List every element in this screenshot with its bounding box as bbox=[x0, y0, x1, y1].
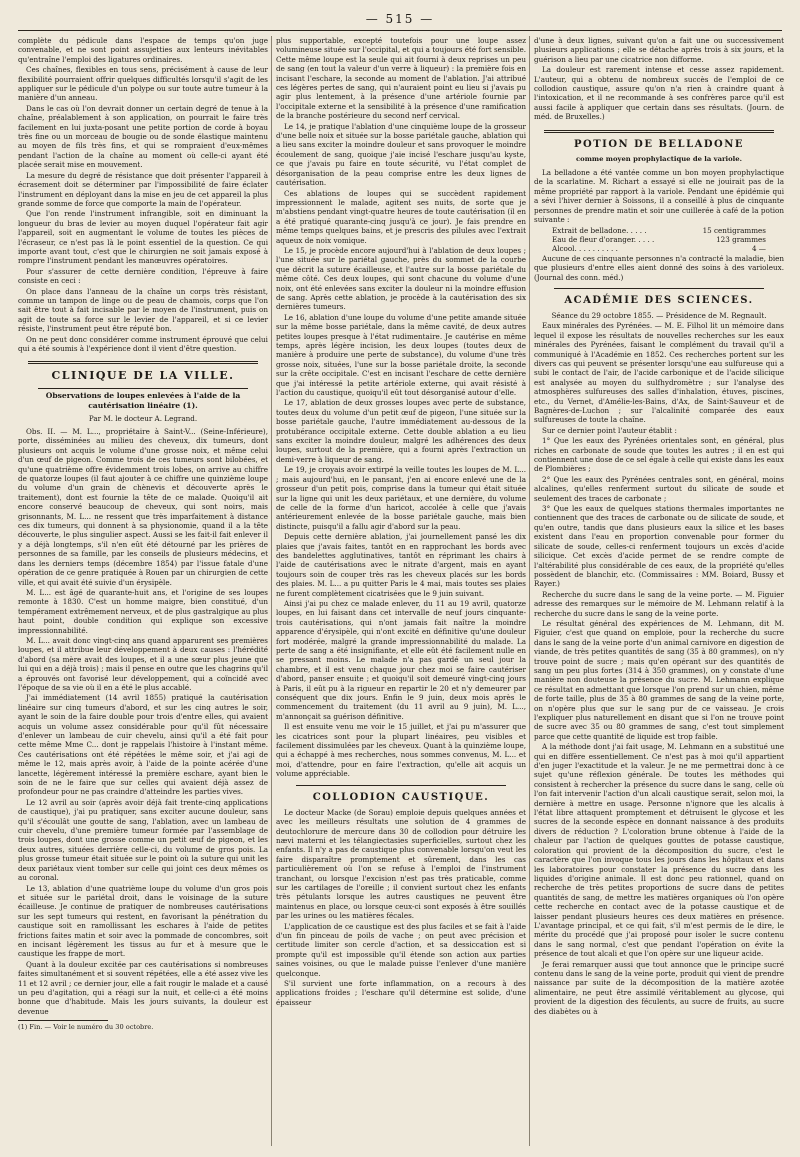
section-subtitle-potion: comme moyen prophylactique de la variole. bbox=[576, 154, 742, 163]
title-rule bbox=[38, 388, 248, 389]
ingredient-name: Eau de fleur d'oranger. . . . . bbox=[552, 234, 655, 244]
paragraph: 1° Que les eaux des Pyrénées orientales sont, en général, plus riches en carbonate de soude que toutes les autres ; il en est qui contiennent une dose de ce sel égale à celle qui existe dans les eaux de Plombières ; bbox=[534, 436, 784, 474]
section-separator bbox=[554, 288, 764, 289]
paragraph: Ainsi j'ai pu chez ce malade enlever, du 11 au 19 avril, quatorze loupes, en lui faisant dans cet intervalle de neuf jours cinquante-trois cautérisations, qui n'ont jamais fait naître la moindre apparence d'érysipèle, qui n'ont excité en définitive qu'une douleur fort modérée, malgré la grande impressionnabilité du malade. La perte de sang a été insignifiante, et elle eût été facilement nulle en se pressant moins. Le malade n'a pas gardé un seul jour la chambre, et il est venu chaque jour chez moi se faire cautériser d'abord, panser ensuite ; et quoiqu'il soit demeuré vingt-cinq jours à Paris, il eût pu à la rigueur en repartir le 20 et n'y demeurer par conséquent que dix jours. Enfin le 9 juin, deux mois après le commencement du traitement (du 11 avril au 9 juin), M. L..., m'annonçait sa guérison définitive. bbox=[276, 598, 526, 721]
paragraph: M. L... est âgé de quarante-huit ans, et l'origine de ses loupes remonte à 1830. C'est un homme maigre, bien constitué, d'un tempérament extrêmement nerveux, et de plus gastralgique au plus haut point, double condition qui explique son excessive impressionnabilité. bbox=[18, 587, 268, 635]
paragraph: Le 17, ablation de deux grosses loupes avec perte de substance, toutes deux du volume d'un petit œuf de pigeon, l'une située sur la bosse pariétale gauche, l'autre immédiatement au-dessous de la protubérance occipitale externe. Cette double ablation a eu lieu sans exciter la moindre douleur, malgré les adhérences des deux loupes, surtout de la première, qui a fourni après l'extraction un demi-verre à liqueur de sang. bbox=[276, 398, 526, 464]
ingredient-quantity: 123 grammes bbox=[716, 234, 766, 244]
paragraph: Il est ensuite venu me voir le 15 juillet, et j'ai pu m'assurer que les cicatrices sont pour la plupart linéaires, peu visibles et facilement dissimulées par les cheveux. Quant à la quinzième loupe, qui a échappé à mes recherches, nous sommes convenus, M. L... et moi, d'attendre, pour en faire l'extraction, qu'elle ait acquis un volume appréciable. bbox=[276, 722, 526, 779]
paragraph: Obs. II. — M. L..., propriétaire à Saint-V... (Seine-Inférieure), porte, disséminées au milieu des cheveux, dix tumeurs, dont plusieurs ont acquis le volume d'une grosse noix, et même celui d'un œuf de pigeon. Comme trois de ces tumeurs sont bilobées, et qu'une quatrième offre évidemment trois lobes, on arrive au chiffre de quatorze loupes (il faut ajouter à ce chiffre une quinzième loupe du volume d'un grain de chènevis et découverte après le traitement), dont est fournie la tête de ce malade. Quoiqu'il ait encore conservé beaucoup de cheveux, qui sont noirs, mais grisonnants, M. L... ne ressent que très imparfaitement à distance ces dix tumeurs, qui donnent à sa physionomie, quand il a la tête découverte, le plus singulier aspect. Aussi se les fait-il fait enlever il y a déjà longtemps, s'il n'en eût été détourné par les prières de personnes de sa famille, par les conseils de plusieurs médecins, et dans les derniers temps (décembre 1854) par l'issue fatale d'une opération de ce genre pratiquée à Rouen par un chirurgien de cette ville, et qui avait été suivie d'un érysipèle. bbox=[18, 427, 268, 587]
paragraph: On place dans l'anneau de la chaîne un corps très résistant, comme un tampon de linge ou de peau de chamois, corps que l'on sait être tout à fait incisable par le moyen de l'instrument, puis on agit de toute sa force sur le levier de l'appareil, et si ce levier résiste, l'instrument peut être réputé bon. bbox=[18, 286, 268, 334]
paragraph: Je ferai remarquer aussi que tout annonce que le principe sucré contenu dans le sang de la veine porte, produit qui vient de prendre naissance par suite de la décomposition de la matière azotée alimentaire, ne peut être assimilé véritablement au glycose, qui provient de la digestion des féculents, au sucre de fruits, au sucre des diabètes ou à bbox=[534, 959, 784, 1016]
section-separator bbox=[544, 130, 774, 133]
paragraph: Le résultat général des expériences de M. Lehmann, dit M. Figuier, c'est que quand on emploie, pour la recherche du sucre dans le sang de la veine porte d'un animal carnivore en digestion de viande, de très petites quantités de sang (35 à 80 grammes), on n'y trouve point de sucre ; mais qu'en opérant sur des quantités de sang un peu plus fortes (314 à 350 grammes), on y constate d'une manière non douteuse la présence du sucre. M. Lehmann explique ce résultat en admettant que lorsque l'on prend sur un chien, même de forte taille, plus de 35 à 80 grammes de sang de la veine porte, on n'opère plus que sur le sang pur de ce vaisseau. Je crois l'expliquer plus naturellement en disant que si l'on ne trouve point de sucre avec 35 ou 80 grammes de sang, c'est tout simplement parce que cette quantité de liquide est trop faible. bbox=[534, 618, 784, 741]
article-continuation bbox=[18, 36, 268, 353]
paragraph: Le 13, ablation d'une quatrième loupe du volume d'un gros pois et située sur le pariétal droit, dans le voisinage de la suture écailleuse. Je continue de pratiquer de nombreuses cautérisations sur les sept tumeurs qui restent, en favorisant la pénétration du caustique soit en ramollissant les eschares à l'aide de petites frictions faites matin et soir avec la pommade de concombres, soit en incisant légèrement les tissus au fur et à mesure que le caustique les frappe de mort. bbox=[18, 883, 268, 959]
column-2 bbox=[276, 36, 526, 1146]
paragraph: Le 19, je croyais avoir extirpé la veille toutes les loupes de M. L... ; mais aujourd'hui, en le pansant, j'en ai encore enlevé une de la grosseur d'un petit pois, comprise dans la tumeur qui était située sur la ligne qui unit les deux pariétaux, et une dernière, du volume de celle de la forme d'un haricot, accolée à celle que j'avais antérieurement enlevée de la bosse pariétale gauche, mais bien distincte, puisqu'il a fallu agir d'abord sur la peau. bbox=[276, 465, 526, 531]
column-1 bbox=[18, 36, 268, 1146]
article-byline: Par M. le docteur A. Legrand. bbox=[88, 413, 198, 423]
paragraph: Le 14, je pratique l'ablation d'une cinquième loupe de la grosseur d'une belle noix et située sur la bosse pariétale gauche, ablation qui a lieu sans exciter la moindre douleur et sans provoquer le moindre écoulement de sang, quoique j'aie incisé l'eschare jusqu'au kyste, ce que j'avais pu faire en toute sécurité, vu l'état complet de désorganisation de la peau comprise entre les deux lignes de cautérisation. bbox=[276, 121, 526, 188]
paragraph: Quant à la douleur excitée par ces cautérisations si nombreuses faites simultanément et si souvent répétées, elle a été assez vive les 11 et 12 avril ; ce dernier jour, elle a fait rougir le malade et a causé un peu d'agitation, qui a réagi sur la nuit, et celle-ci a été moins bonne que d'habitude. Mais les jours suivants, la douleur est devenue bbox=[18, 959, 268, 1016]
paragraph: L'application de ce caustique est des plus faciles et se fait à l'aide d'un fin pinceau de poils de vache ; on peut avec précision et certitude limiter son cercle d'action, et sa dessiccation est si prompte qu'il est impossible qu'il étende son action aux parties saines voisines, ou que le malade puisse l'enlever d'une manière quelconque. bbox=[276, 921, 526, 978]
paragraph: J'ai immédiatement (14 avril 1855) pratiqué la cautérisation linéaire sur cinq tumeurs d'abord, et sur les cinq autres le soir, ayant le soin de la faire double pour trois d'entre elles, qui avaient acquis un volume assez considérable pour qu'il fût nécessaire d'enlever un lambeau de cuir chevelu, ainsi qu'il a été fait pour cette même Mme C... dont je rappelais l'histoire à l'instant même. Ces cautérisations ont été répétées le même soir, et j'ai agi de même le 12, mais après avoir, à l'aide de la pointe acérée d'une lancette, légèrement intéressé la première eschare, ayant bien le soin de ne le faire que sur celles qui avaient déjà assez de profondeur pour ne pas craindre d'atteindre les parties vives. bbox=[18, 693, 268, 797]
paragraph: S'il survient une forte inflammation, on a recours à des applications froides ; l'eschare qu'il détermine est solide, d'une épaisseur bbox=[276, 979, 526, 1007]
section-title-potion: POTION DE BELLADONE bbox=[574, 138, 744, 150]
footnote: (1) Fin. — Voir le numéro du 30 octobre. bbox=[18, 1023, 154, 1032]
paragraph: La belladone a été vantée comme un bon moyen prophylactique de la scarlatine. M. Richart a essayé si elle ne jouirait pas de la même propriété par rapport à la variole. Pendant une épidémie qui a sévi l'hiver dernier à Soissons, il a conseillé à plus de cinquante personnes de prendre matin et soir une cuillerée à café de la potion suivante : bbox=[534, 168, 784, 225]
column-divider bbox=[529, 36, 530, 1146]
paragraph: Sur ce dernier point l'auteur établit : bbox=[542, 425, 677, 435]
collodion-article bbox=[276, 808, 526, 1008]
paragraph: complète du pédicule dans l'espace de temps qu'on juge convenable, et ne sont point assujetties aux lenteurs inévitables qu'entraîne l'emploi des ligatures ordinaires. bbox=[18, 36, 268, 64]
paragraph: M. L... avait donc vingt-cinq ans quand apparurent ses premières loupes, et il attribue leur développement à deux causes : l'hérédité d'abord (sa mère avait des loupes, et il a une sœur plus jeune que lui qui en a déjà trois) ; mais il pense en outre que les chagrins qu'il a éprouvés ont favorisé leur développement, qui a coïncidé avec l'époque de sa vie où il en a été le plus accablé. bbox=[18, 635, 268, 692]
paragraph: Recherche du sucre dans le sang de la veine porte. — M. Figuier adresse des remarques sur le mémoire de M. Lehmann relatif à la recherche du sucre dans le sang de la veine porte. bbox=[534, 589, 784, 618]
column-3 bbox=[534, 36, 784, 1146]
section-title-academie: ACADÉMIE DES SCIENCES. bbox=[564, 294, 754, 306]
formula-line bbox=[534, 226, 784, 235]
paragraph: Pour s'assurer de cette dernière condition, l'épreuve à faire consiste en ceci : bbox=[18, 266, 268, 286]
clinique-article bbox=[18, 427, 268, 1016]
paragraph: La mesure du degré de résistance que doit présenter l'appareil à écrasement doit se déterminer par l'impossibilité de faire éclater l'instrument en déployant dans la mise en jeu de cet appareil la plus grande somme de force que comporte la main de l'opérateur. bbox=[18, 170, 268, 208]
ingredient-name: Extrait de belladone. . . . . bbox=[552, 225, 647, 235]
paragraph: On ne peut donc considérer comme instrument éprouvé que celui qui a été soumis à l'expérience dont il vient d'être question. bbox=[18, 334, 268, 353]
header-rule bbox=[18, 30, 782, 31]
section-separator bbox=[296, 785, 506, 786]
paragraph: plus supportable, excepté toutefois pour une loupe assez volumineuse située sur l'occipital, et qui a toujours été fort sensible. Cette même loupe est la seule qui ait fourni à deux reprises un peu de sang (en tout la valeur d'un verre à liqueur) : la première fois en incisant l'eschare, la seconde au moment de l'ablation. J'ai attribué ces légères pertes de sang, qui n'auraient point eu lieu si j'avais pu agir plus lentement, à la présence d'une artériole fournie par l'occipitale externe et la sensibilité à la présence d'une ramification de la branche postérieure du second nerf cervical. bbox=[276, 36, 526, 121]
formula-line bbox=[534, 244, 784, 253]
clinique-article-continued bbox=[276, 36, 526, 779]
column-divider bbox=[271, 36, 272, 1146]
formula-line bbox=[534, 235, 784, 244]
paragraph: d'une à deux lignes, suivant qu'on a fait une ou successivement plusieurs applications ; elle se détache après trois à six jours, et la guérison a lieu par une cicatrice non difforme. bbox=[534, 36, 784, 64]
paragraph: Ces ablations de loupes qui se succèdent rapidement impressionnent le malade, agitent ses nuits, de sorte que je m'abstiens pendant vingt-quatre heures de toute cautérisation (il en a été pratiqué quarante-cinq jusqu'à ce jour). Je fais prendre en même temps quelques bains, et je prescris des pilules avec l'extrait aqueux de noix vomique. bbox=[276, 188, 526, 245]
paragraph: 3° Que les eaux de quelques stations thermales importantes ne contiennent que des traces de carbonate ou de silicate de soude, et qu'en outre, tandis que dans plusieurs eaux la silice et les bases existent dans l'eau en proportion convenable pour former du silicate de soude, celles-ci renferment toujours un excès d'acide silicique. Cet excès d'acide permet de se rendre compte de l'altérabilité plus considérable de ces eaux, de la propriété qu'elles possèdent de blanchir, etc. (Commissaires : MM. Boiard, Bussy et Rayer.) bbox=[534, 504, 784, 589]
paragraph: Depuis cette dernière ablation, j'ai journellement pansé les dix plaies que j'avais faites, tantôt en en rapprochant les bords avec des bandelettes agglutinatives, tantôt en réprimant les chairs à l'aide de cautérisations avec le nitrate d'argent, mais en ayant toujours soin de couper très ras les cheveux placés sur les bords des plaies. M. L... a pu quitter Paris le 4 mai, mais toutes ses plaies ne furent complètement cicatrisées que le 9 juin suivant. bbox=[276, 532, 526, 598]
section-separator bbox=[28, 361, 258, 364]
academie-article bbox=[534, 321, 784, 1016]
paragraph: Dans le cas où l'on devrait donner un certain degré de tenue à la chaîne, préalablement à son application, on pourrait le faire très facilement en lui juxta-posant une petite portion de corde à boyau très fine ou un morceau de bougie ou de sonde élastique maintenu au moyen de fils très fins, et qui se rompraient d'eux-mêmes pendant l'action de la chaîne au moment où celle-ci ayant été placée serait mise en mouvement. bbox=[18, 103, 268, 170]
formula-list bbox=[534, 226, 784, 254]
section-title-collodion: COLLODION CAUSTIQUE. bbox=[312, 791, 490, 803]
paragraph: Ces chaînes, flexibles en tous sens, précisément à cause de leur flexibilité pourraient offrir quelques difficultés lorsqu'il s'agit de les appliquer sur le pédicule d'un polype ou sur toute autre tumeur à la manière d'un anneau. bbox=[18, 65, 268, 103]
collodion-article-continued bbox=[534, 36, 784, 122]
article-subtitle: Observations de loupes enlevées à l'aide de la cautérisation linéaire (1). bbox=[45, 391, 241, 410]
page-number: — 515 — bbox=[365, 12, 435, 26]
paragraph: A la méthode dont j'ai fait usage, M. Lehmann en a substitué une qui en diffère essentiellement. Ce n'est pas à moi qu'il appartient d'en juger l'exactitude et la valeur. Je ne me permettrai donc à ce sujet qu'une réflexion générale. De toutes les méthodes qui consistent à rechercher la présence du sucre dans le sang, celle où l'on fait intervenir l'action d'un alcali caustique serait, selon moi, la dernière à mettre en usage. Personne n'ignore que les alcalis à l'état libre attaquent promptement et détruisent le glycose et les sucres de la seconde espèce en donnant naissance à des produits divers de réduction ? L'coloration brune obtenue à l'aide de la chaleur par l'action de quelques gouttes de potasse caustique, coloration qui provient de la décomposition du sucre, c'est le caractère que l'on invoque tous les jours dans les hôpitaux et dans les laboratoires pour constater la présence du sucre dans les liquides d'origine animale. Il est donc peu rationnel, quand on recherche de très petites proportions de sucre dans de petites quantités de sang, de mettre les matières organiques où l'on opère cette recherche en contact avec de la potasse caustique et de laisser pendant plusieurs heures ces deux matières en présence. L'avantage principal, et ce qui fait, s'il m'est permis de le dire, le mérite du procédé que j'ai proposé pour isoler le sucre contenu dans le sang normal, c'est que pendant l'opération on évite la présence de tout alcali et que l'on opère sur une liqueur acide. bbox=[534, 742, 784, 959]
paragraph: Le 15, je procède encore aujourd'hui à l'ablation de deux loupes ; l'une située sur le pariétal gauche, près du sommet de la courbe que décrit la suture écailleuse, et l'autre sur la bosse pariétale du même côté. Ces deux loupes, qui sont chacune du volume d'une noix, ont été enlevées sans exciter la douleur ni la moindre effusion de sang. Après cette ablation, je procède à la cautérisation des six dernières tumeurs. bbox=[276, 245, 526, 312]
potion-article bbox=[534, 168, 784, 282]
paragraph: Eaux minérales des Pyrénées. — M. E. Filhol lit un mémoire dans lequel il expose les résultats de nouvelles recherches sur les eaux minérales des Pyrénées, faisant le complément du travail qu'il a communiqué à l'Académie en 1852. Ces recherches portent sur les divers cas qui peuvent se présenter lorsqu'une eau sulfureuse qui a subi le contact de l'air, de l'acide carbonique et de l'acide silicique est analysée au moyen du sulfhydromètre ; sur l'analyse des atmosphères sulfureuses des salles d'inhalation, étuves, piscines, etc., du Vernet, d'Amélie-les-Bains, d'Ax, de Saint-Sauveur et de Bagnères-de-Luchon ; sur l'alcalinité comparée des eaux sulfureuses de toute la chaîne. bbox=[534, 321, 784, 425]
session-line: Séance du 29 octobre 1855. — Présidence de M. Regnault. bbox=[551, 310, 767, 320]
ingredient-quantity: 15 centigrammes bbox=[702, 225, 766, 235]
paragraph: La douleur est rarement intense et cesse assez rapidement. L'auteur, qui a obtenu de nombreux succès de l'emploi de ce collodion caustique, assure qu'on n'a rien à craindre quant à l'intoxication, et il ne recommande à ses confrères parce qu'il est aussi facile à appliquer que certain dans ses résultats. (Journ. de méd. de Bruxelles.) bbox=[534, 65, 784, 122]
ingredient-quantity: 4 — bbox=[751, 244, 766, 254]
paragraph: Le docteur Macke (de Sorau) emploie depuis quelques années et avec les meilleurs résultats une solution de 4 grammes de deutochlorure de mercure dans 30 de collodion pour détruire les nævi materni et les télangiectasies superficielles, surtout chez les enfants. Il n'y a pas de caustique plus convenable lorsqu'on veut les faire disparaître promptement et sûrement, dans les cas particulièrement où l'on se refuse à l'emploi de l'instrument tranchant, ou lorsque l'excision n'est pas très praticable, comme sur les cartilages de l'oreille ; il convient surtout chez les enfants très pétulants lorsque les autres caustiques ne peuvent être maintenus en place, ou lorsque ceux-ci sont exposés à être souillés par les urines ou les matières fécales. bbox=[276, 807, 526, 921]
section-title-clinique: CLINIQUE DE LA VILLE. bbox=[51, 369, 235, 383]
paragraph: Le 12 avril au soir (après avoir déjà fait trente-cinq applications de caustique), j'ai pu pratiquer, sans exciter aucune douleur, sans qu'il s'écoulât une goutte de sang, l'ablation, avec un lambeau de cuir chevelu, d'une première tumeur formée par l'assemblage de trois loupes, dont une grosse comme un petit œuf de pigeon, et les deux autres, situées derrière celle-ci, du volume de gros pois. La plus grosse tumeur était située sur le point où la suture qui unit les deux pariétaux vient tomber sur celle qui joint ces deux mêmes os au coronal. bbox=[18, 797, 268, 883]
paragraph: Que l'on rende l'instrument infrangible, soit en diminuant la longueur du bras de levier au moyen duquel l'opérateur fait agir l'appareil, soit en augmentant le volume de toutes les pièces de l'écraseur, ce n'est pas là le point essentiel de la question. Ce qui importe avant tout, c'est que le chirurgien ne soit jamais exposé à rompre l'instrument pendant les manœuvres opératoires. bbox=[18, 209, 268, 266]
paragraph: 2° Que les eaux des Pyrénées centrales sont, en général, moins alcalines, qu'elles renferment surtout du silicate de soude et seulement des traces de carbonate ; bbox=[534, 474, 784, 503]
ingredient-name: Alcool. . . . . . . . . . bbox=[552, 244, 618, 254]
paragraph: Aucune de ces cinquante personnes n'a contracté la maladie, bien que plusieurs d'entre elles aient donné des soins à des varioleux. (Journal des conn. méd.) bbox=[534, 253, 784, 282]
paragraph: Le 16, ablation d'une loupe du volume d'une petite amande située sur la même bosse pariétale, dans la même cavité, de deux autres petites loupes presque à l'état rudimentaire. Je cautérise en même temps, après légère incision, les deux loupes (toutes deux de manière à produire une perte de substance), du volume d'une très grosse noix, situées, l'une sur la bosse pariétale droite, la seconde sur la crête occipitale. C'est en incisant l'eschare de cette dernière que j'ai intéressé la petite artériole externe, qui avait résisté à l'action du caustique, quoiqu'il eût tout désorganisé autour d'elle. bbox=[276, 312, 526, 398]
